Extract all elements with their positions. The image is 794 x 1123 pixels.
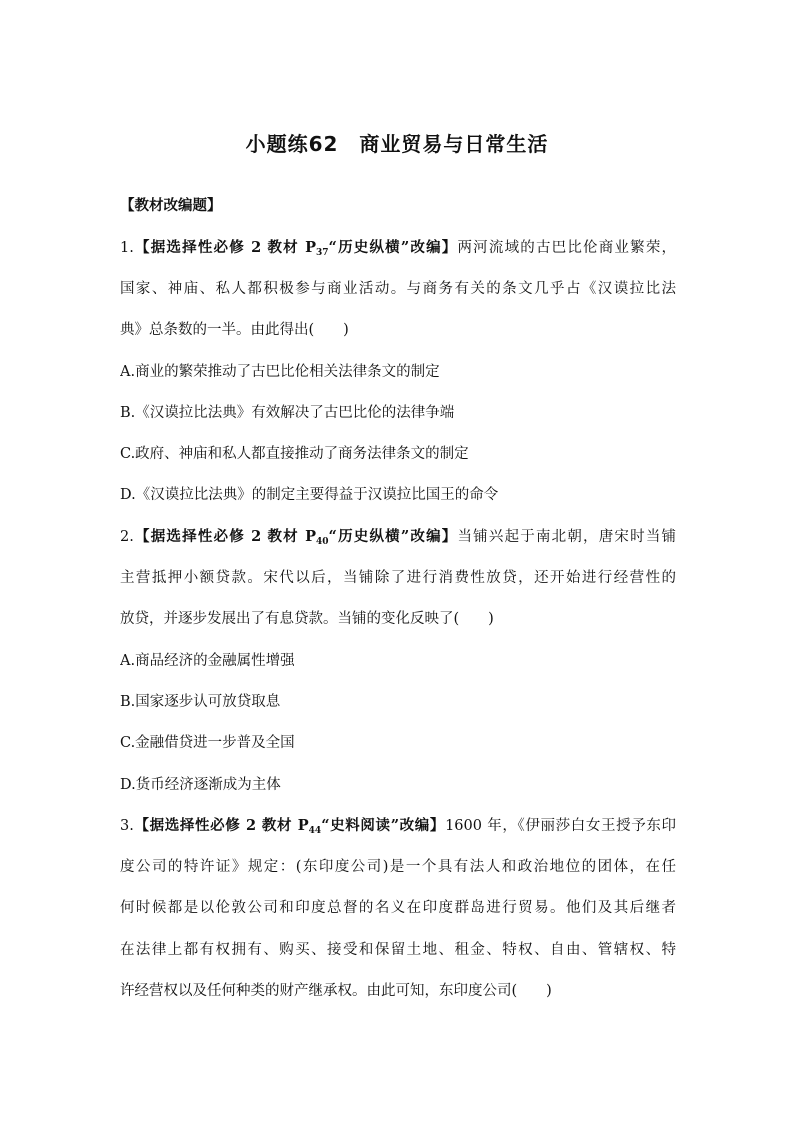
question-1-option-d: D.《汉谟拉比法典》的制定主要得益于汉谟拉比国王的命令 <box>120 487 499 503</box>
question-3-stem: 度公司的特许证》规定：(东印度公司)是一个具有法人和政治地位的团体，在任 <box>120 859 676 875</box>
question-1-stem: 典》总条数的一半。由此得出( ) <box>120 322 349 338</box>
question-3-line-1 <box>120 816 676 836</box>
question-2-option-c: C.金融借贷进一步普及全国 <box>120 735 295 751</box>
question-1-stem: 国家、神庙、私人都积极参与商业活动。与商务有关的条文几乎占《汉谟拉比法 <box>120 281 676 297</box>
question-1-stem-start: 两河流域的古巴比伦商业繁荣， <box>457 240 676 256</box>
question-2-source: 【据选择性必修 2 教材 $P_{40}“$历史纵横”改编】 <box>133 528 458 547</box>
question-3-source: 【据选择性必修 2 教材 $P_{44}“$史料阅读”改编】 <box>133 817 446 836</box>
question-2-stem-start: 当铺兴起于南北朝，唐宋时当铺 <box>457 529 676 545</box>
question-1-number: 1. <box>120 240 134 256</box>
question-3-stem-start: 1600 年，《伊丽莎白女王授予东印 <box>445 818 676 834</box>
question-1-option-c: C.政府、神庙和私人都直接推动了商务法律条文的制定 <box>120 446 469 462</box>
question-1-option-b: B.《汉谟拉比法典》有效解决了古巴比伦的法律争端 <box>120 405 455 421</box>
page-title: 小题练62 商业贸易与日常生活 <box>245 132 549 156</box>
question-3-stem: 何时候都是以伦敦公司和印度总督的名义在印度群岛进行贸易。他们及其后继者 <box>120 900 676 916</box>
question-2-line-1 <box>120 527 676 547</box>
question-2-stem: 主营抵押小额贷款。宋代以后，当铺除了进行消费性放贷，还开始进行经营性的 <box>120 570 676 586</box>
question-2-option-a: A.商品经济的金融属性增强 <box>120 653 295 669</box>
question-3-stem: 许经营权以及任何种类的财产继承权。由此可知，东印度公司( ) <box>120 983 552 999</box>
question-2-stem: 放贷，并逐步发展出了有息贷款。当铺的变化反映了( ) <box>120 611 494 627</box>
question-1-source: 【据选择性必修 2 教材 $P_{37}“$历史纵横”改编】 <box>133 239 458 258</box>
question-2-number: 2. <box>120 529 134 545</box>
question-2-option-b: B.国家逐步认可放贷取息 <box>120 694 281 710</box>
question-2-option-d: D.货币经济逐渐成为主体 <box>120 777 281 793</box>
question-3-number: 3. <box>120 818 134 834</box>
section-heading: 【教材改编题】 <box>120 197 222 214</box>
question-1-line-1 <box>120 238 676 258</box>
question-3-stem: 在法律上都有权拥有、购买、接受和保留土地、租金、特权、自由、管辖权、特 <box>120 942 676 958</box>
question-1-option-a: A.商业的繁荣推动了古巴比伦相关法律条文的制定 <box>120 364 440 380</box>
